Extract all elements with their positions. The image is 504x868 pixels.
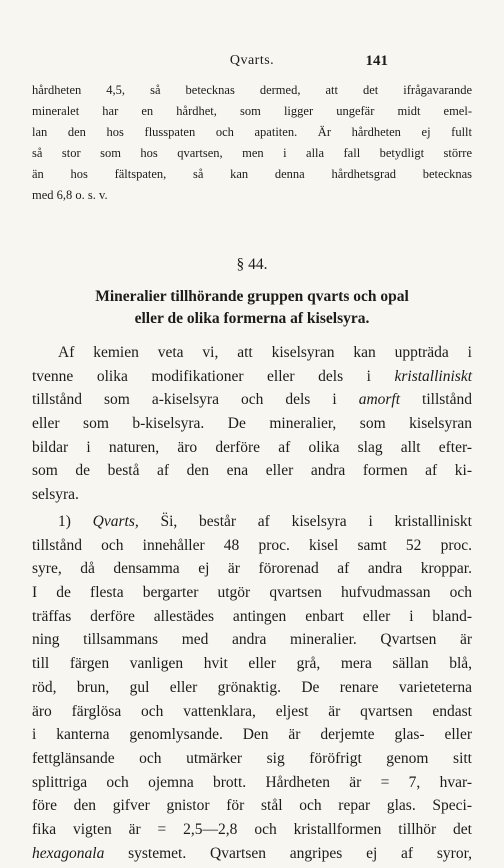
intro-line: med 6,8 o. s. v. xyxy=(32,188,108,202)
intro-line: än hos fältspaten, så kan denna hårdhetsgrad betecknas xyxy=(32,167,472,181)
paragraph-kiselsyra xyxy=(32,341,472,507)
text-line: fettglänsande och utmärker sig föröfrigt genom sitt xyxy=(32,749,472,767)
italic-term: Qvarts, xyxy=(92,513,139,530)
text-line: syre, då densamma ej är förorenad af andra kroppar. xyxy=(32,560,472,578)
paragraph-qvarts xyxy=(32,510,472,865)
italic-term: hexagonala xyxy=(32,844,105,862)
text-line: i kanterna genomlysande. Den är derjemte glas- eller xyxy=(32,726,472,744)
text-line xyxy=(32,842,472,866)
text-run: S̈i, består af kiselsyra i kristalliniskt xyxy=(138,513,472,530)
intro-line: så stor som hos qvartsen, men i alla fall betydligt större xyxy=(32,146,472,160)
text-line: äro färglösa och vattenklara, eljest är qvartsen endast xyxy=(32,702,472,720)
text-line: I de flesta bergarter utgör qvartsen hufvudmassan och xyxy=(32,584,472,602)
text-line: ning tillsammans med andra mineralier. Qvartsen är xyxy=(32,631,472,649)
text-line: splittriga och ojemna brott. Hårdheten är = 7, hvar- xyxy=(32,773,472,791)
text-line: eller som b-kiselsyra. De mineralier, som kiselsyran xyxy=(32,415,472,433)
text-line: fika vigten är = 2,5—2,8 och kristallformen tillhör det xyxy=(32,820,472,838)
intro-line: hårdheten 4,5, så betecknas dermed, att det ifrågavarande xyxy=(32,83,472,97)
intro-paragraph xyxy=(32,80,472,206)
text-line: till färgen vanligen hvit eller grå, mera sällan blå, xyxy=(32,655,472,673)
intro-line: lan den hos flusspaten och apatiten. Är hårdheten ej fullt xyxy=(32,125,472,139)
text-line: som de bestå af den ena eller andra formen af ki- xyxy=(32,462,472,480)
text-line: bildar i naturen, äro derföre af olika slag allt efter- xyxy=(32,438,472,456)
text-run: systemet. Qvartsen angripes ej af syror, xyxy=(104,844,472,862)
page-number: 141 xyxy=(365,53,388,69)
page-header xyxy=(0,53,504,73)
section-number: § 44. xyxy=(236,256,268,273)
heading-line-2: eller de olika formerna af kiselsyra. xyxy=(134,310,370,327)
running-title: Qvarts. xyxy=(229,53,275,68)
text-line: röd, brun, gul eller grönaktig. De renare varieteterna xyxy=(32,678,472,696)
italic-term: kristalliniskt xyxy=(394,367,472,385)
text-line: tillstånd och innehåller 48 proc. kisel samt 52 proc. xyxy=(32,536,472,554)
text-line: selsyra. xyxy=(32,486,79,504)
text-run: tvenne olika modifikationer eller dels i xyxy=(32,367,395,385)
text-line xyxy=(32,365,472,389)
text-run: tillstånd xyxy=(400,391,472,409)
text-line xyxy=(32,510,472,534)
text-run: tillstånd som a-kiselsyra och dels i xyxy=(32,391,359,409)
italic-term: amorft xyxy=(358,391,401,409)
text-line: före den gifver gnistor för stål och repar glas. Speci- xyxy=(32,797,472,815)
section-heading xyxy=(32,286,472,330)
heading-line-1: Mineralier tillhörande gruppen qvarts och opal xyxy=(95,288,409,305)
text-line xyxy=(32,388,472,412)
intro-line: mineralet har en hårdhet, som ligger ungefär midt emel- xyxy=(32,104,472,118)
text-line: Af kemien veta vi, att kiselsyran kan uppträda i xyxy=(58,344,472,361)
text-line: träffas derföre allestädes antingen enbart eller i bland- xyxy=(32,607,472,625)
text-run: 1) xyxy=(58,513,93,530)
